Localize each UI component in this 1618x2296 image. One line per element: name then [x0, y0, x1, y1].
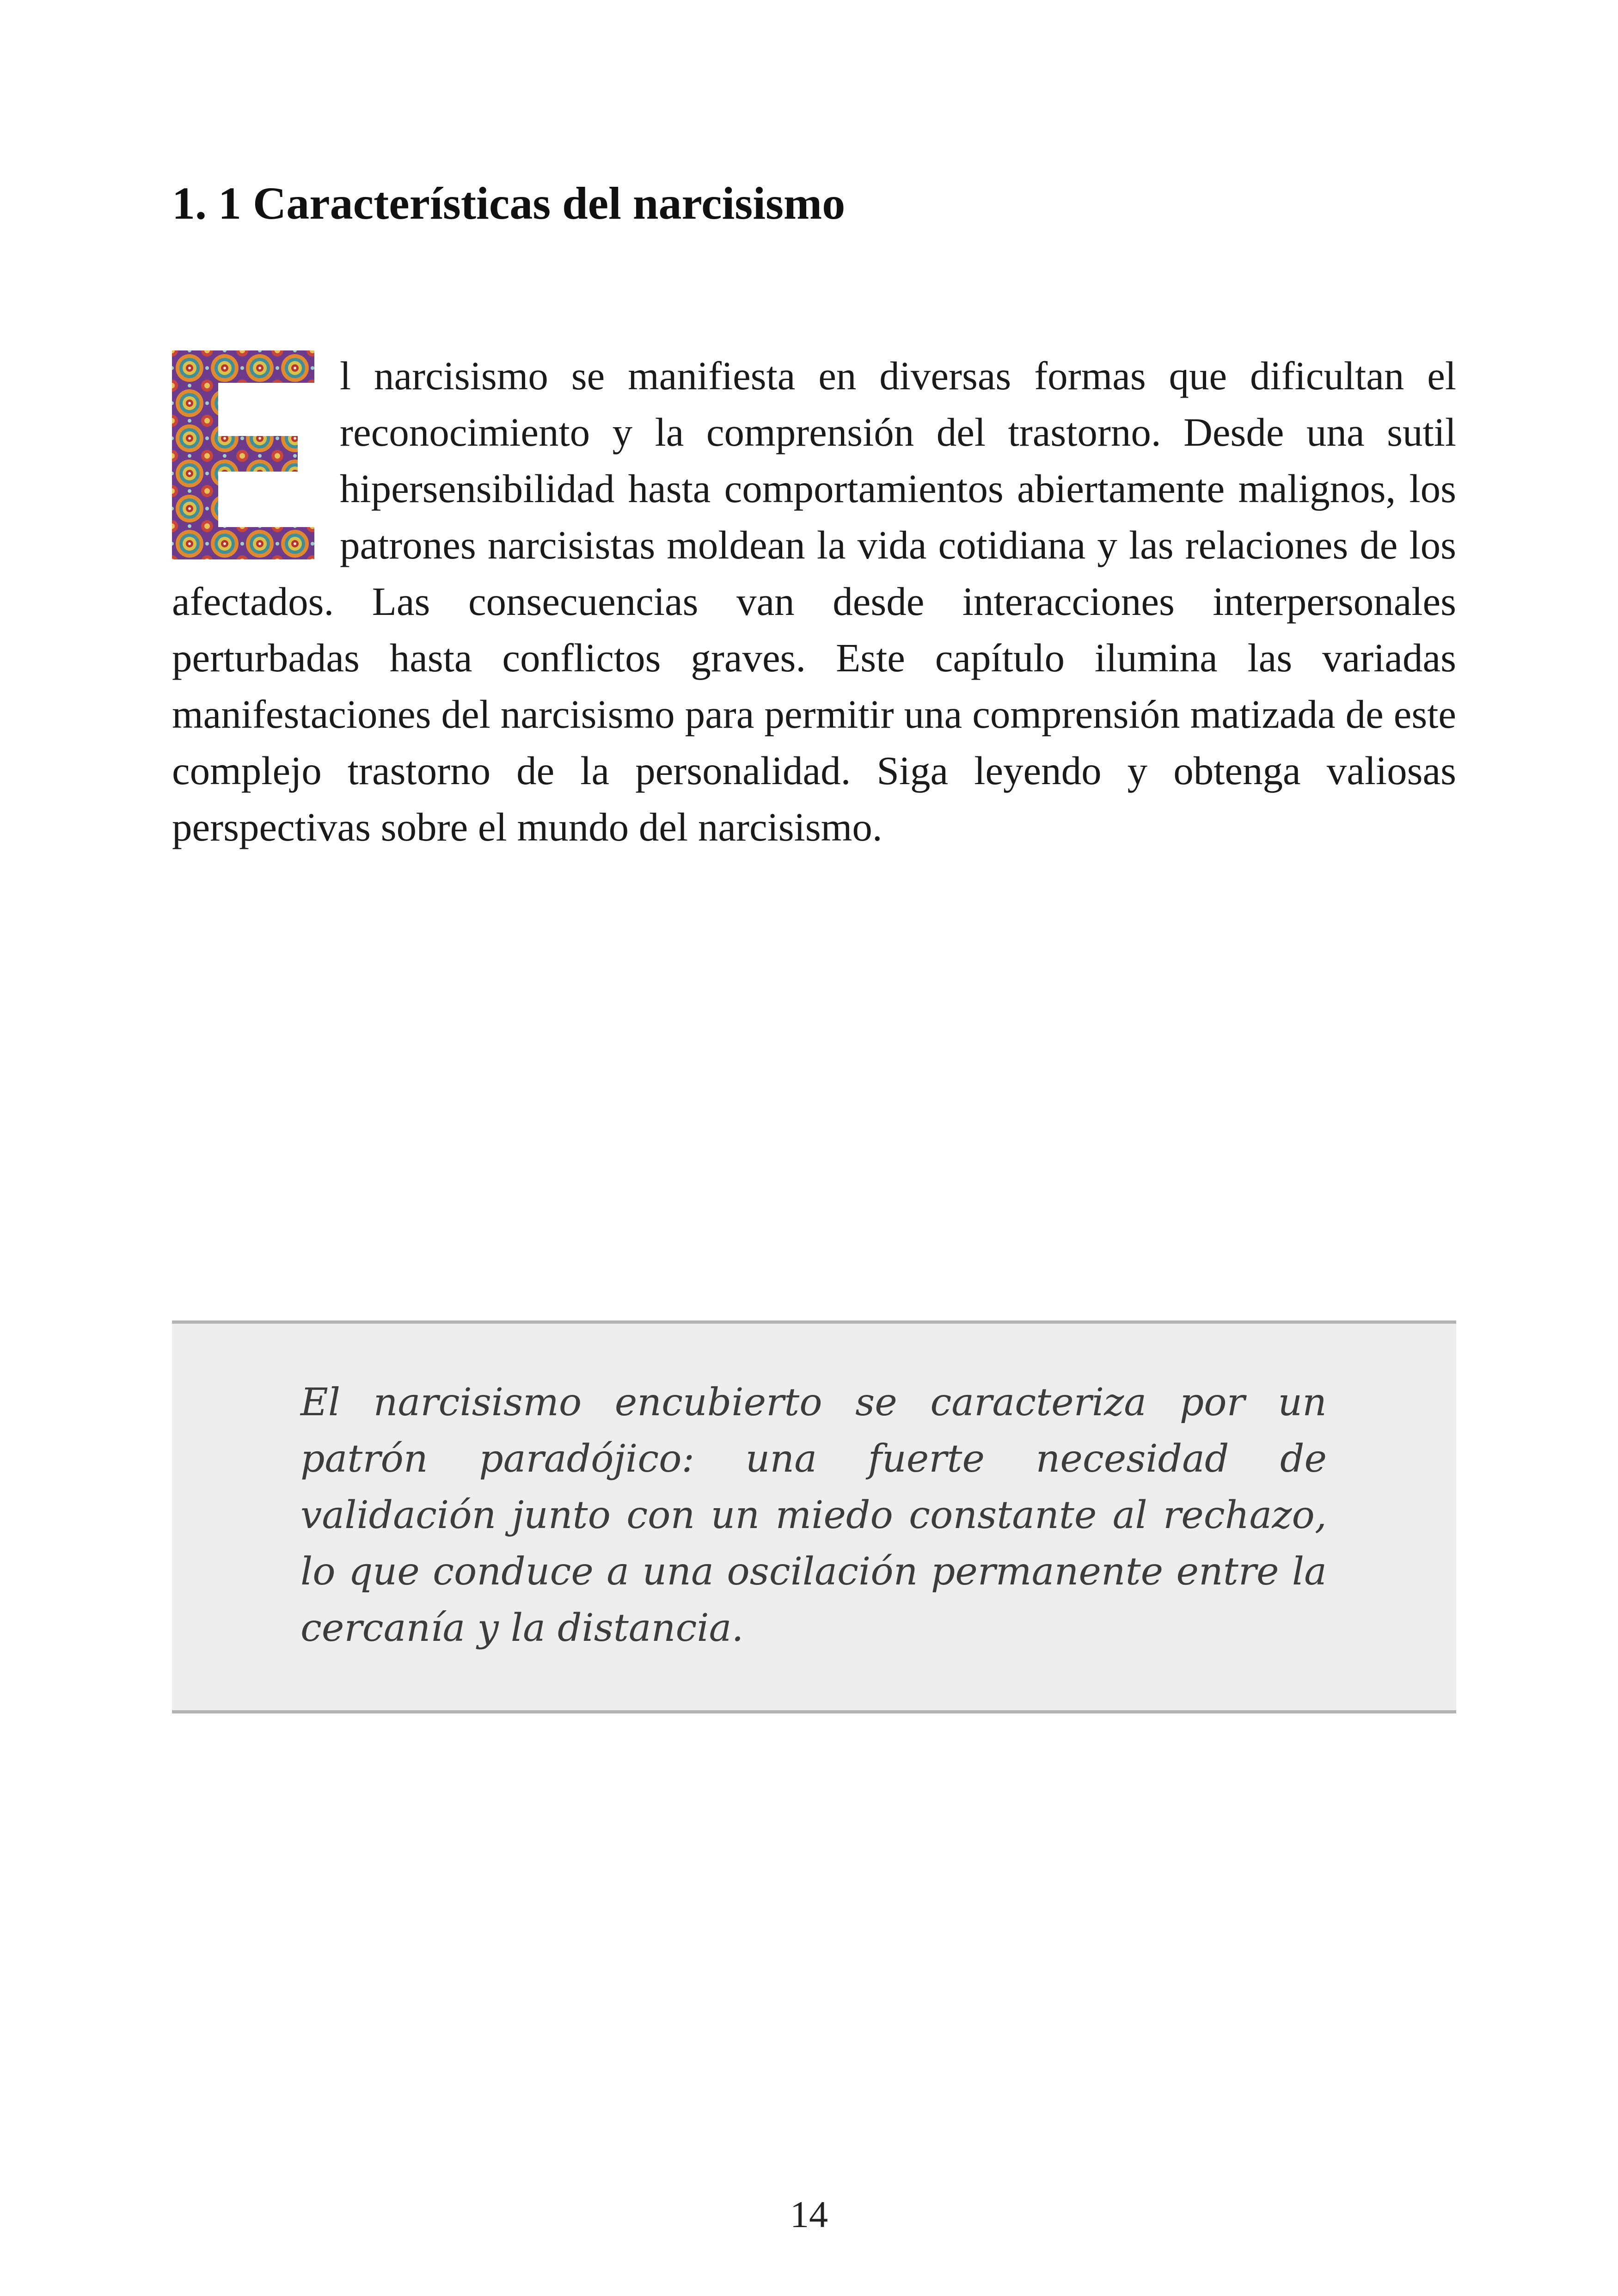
- callout-text: El narcisismo encubierto se caracteriza por un patrón paradójico: una fuerte necesidad de validación junto con un miedo constante al rechazo, lo que conduce a una oscilación permanente entre la cercanía y la distancia.: [300, 1381, 1327, 1650]
- page-content: [172, 0, 1456, 2296]
- section-heading: 1. 1 Características del narcisismo: [172, 178, 846, 229]
- dropcap-e-image: [172, 350, 314, 559]
- intro-paragraph: [172, 348, 1456, 855]
- callout-box: [172, 1320, 1456, 1713]
- decorative-dropcap-e: [172, 350, 314, 559]
- intro-body-text: l narcisismo se manifiesta en diversas formas que dificultan el reconocimiento y la comprensión del trastorno. Desde una sutil hipersensibilidad hasta comportamientos abiertamente malignos, los patrones narcisistas moldean la vida cotidiana y las relaciones de los afectados. Las consecuencias van desde interacciones interpersonales perturbadas hasta conflictos graves. Este capítulo ilumina las variadas manifestaciones del narcisismo para permitir una comprensión matizada de este complejo trastorno de la personalidad. Siga leyendo y obtenga valiosas perspectivas sobre el mundo del narcisismo.: [172, 353, 1456, 849]
- page-number: 14: [790, 2193, 828, 2235]
